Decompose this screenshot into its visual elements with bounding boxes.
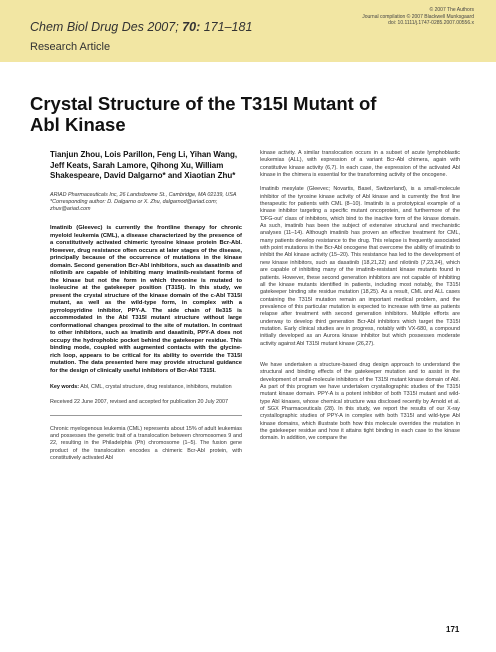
- copyright-line: © 2007 The Authors: [429, 7, 474, 13]
- journal-reference: [30, 20, 252, 34]
- received-dates: Received 22 June 2007, revised and accepted for publication 20 July 2007: [50, 399, 229, 406]
- abstract: Imatinib (Gleevec) is currently the frontline therapy for chronic myeloid leukemia (CML), a disease characterized by the presence of a constitutively activated chimeric tyrosine kinase protein Bcr-Abl. However, drug resistance often occurs at later stages of the disease, principally because of the occurrence of mutations in the kinase domain. Second generation Bcr-Abl inhibitors, such as dasatinib and nilotinib are capable of inhibiting many imatinib-resistant forms of the kinase but not the form in which threonine is mutated to isoleucine at the gatekeeper position (T315I). In this study, we present the crystal structure of the kinase domain of the c-Abl T315I mutant, as well as the wild-type form, in complex with a pyrrolopyridine inhibitor, PPY-A. The side chain of Ile315 is accommodated in the Abl T315I mutant structure without large conformational changes proximal to the site of mutation. In contrast to other inhibitors, such as imatinib and dasatinib, PPY-A does not occupy the hydrophobic pocket behind the gatekeeper residue. This binding mode, coupled with augmented contacts with the glycine-rich loop, appears to be critical for its ability to override the T315I mutation. The data presented here may provide structural guidance for the design of clinically useful inhibitors of Bcr-Abl T315I.: [50, 225, 242, 374]
- body-paragraph: kinase activity. A similar translocation occurs in a subset of acute lymphoblastic leukemias (ALL), with expression of a variant Bcr-Abl chimera, again with constitutive kinase activity (6,7). In each case, the expression of the activated Abl kinase in the chimera is essential for the transforming activity of the oncogene.: [260, 150, 460, 179]
- affiliation: ARIAD Pharmaceuticals Inc, 26 Landsdowne St., Cambridge, MA 02139, USA: [50, 191, 237, 198]
- intro-paragraph: Chronic myelogenous leukemia (CML) represents about 15% of adult leukemias and possesses the genetic trait of a translocation between chromosomes 9 and 22, resulting in the Philadelphia (Ph) chromosome (1–5). The fusion gene product of the translocation encodes a chimeric Bcr-Abl protein, with constitutively activated Abl: [50, 425, 242, 461]
- section-divider: [50, 415, 242, 416]
- copyright-line: Journal compilation © 2007 Blackwell Munksgaard: [362, 13, 474, 20]
- keywords-label: Key words:: [50, 384, 80, 391]
- journal-name: Chem Biol Drug Des 2007;: [30, 20, 179, 34]
- keywords: [50, 384, 242, 391]
- left-column: [50, 150, 242, 462]
- corresponding-author: *Corresponding author: D. Dalgarno or X. Zhu, dalgarnod@ariad.com; zhux@ariad.com: [50, 198, 218, 212]
- article-title: Crystal Structure of the T315I Mutant of Abl Kinase: [30, 93, 377, 135]
- affiliation-block: [50, 192, 242, 214]
- doi-line: doi: 10.1111/j.1747-0285.2007.00556.x: [388, 20, 474, 27]
- journal-pages: 171–181: [203, 20, 253, 34]
- author-list: Tianjun Zhou, Lois Parillon, Feng Li, Yihan Wang, Jeff Keats, Sarah Lamore, Qihong Xu, William Shakespeare, David Dalgarno* and Xiaotian Zhu*: [50, 150, 238, 180]
- body-paragraph: Imatinib mesylate (Gleevec; Novartis, Basel, Switzerland), is a small-molecule inhibitor of the tyrosine kinase activity of Abl kinase and is currently the first line therapeutic for patients with CML (8–10). Imatinib is a prototypical example of a kinase inhibitor targeting a specific mutant oncoprotein, and furthermore of the 'DFG-out' class of inhibitors, which bind to the inactive form of the kinase domain. As such, imatinib has been the subject of extensive structural and mechanistic analyses (11–14). Although imatinib has proven an effective treatment for CML, many patients develop resistance to the drug. This relapse is frequently associated with point mutations in the Bcr-Abl oncogene that overcome the ability of imatinib to inhibit the Abl kinase activity (15–20). This resistance has led to the development of new kinase inhibitors, such as dasatinib (18,21,22) and nilotinib (7,23,24), which are capable of inhibiting many of the imatinib-resistant kinase mutants found in patients. However, these second generation inhibitors are not capable of inhibiting all the kinase mutants identified in patients, including most notably, the T315I gatekeeper binding site residue mutation (18,25). As a result, CML and ALL cases containing the T315I mutation remain an important medical problem, and the prevalence of this particular mutation is expected to increase with time as patients relapse after treatment with second generation inhibitors. Multiple efforts are underway to develop third generation Bcr-Abl inhibitors which target the T315I mutation. Early clinical studies are in progress, notably with VX-680, a compound initially developed as an Aurora kinase inhibitor but which possesses moderate activity against Abl T315I mutant kinase (26,27).: [260, 186, 460, 347]
- keywords-list: Abl, CML, crystal structure, drug resistance, inhibitors, mutation: [80, 384, 232, 391]
- journal-volume: 70:: [182, 20, 201, 34]
- article-type: Research Article: [30, 41, 111, 53]
- copyright-block: [362, 7, 474, 27]
- page-number: 171: [446, 625, 460, 634]
- right-column: [260, 150, 460, 443]
- body-paragraph: We have undertaken a structure-based drug design approach to understand the structural and binding effects of the gatekeeper mutation and to assist in the development of small-molecule inhibitors of the T315I mutant kinase domain of Abl. As part of this program we have undertaken crystallographic studies of the T315I mutant kinase domain. PPY-A is a potent inhibitor of both T315I mutant and wild-type Abl kinases, whose chemical structure was disclosed recently by Arnold et al. of SGX Pharmaceuticals (28). In this study, we report the results of our X-ray crystallographic studies of PPY-A in complex with both T315I and wild-type Abl kinase domains, which illustrate both how this molecule overrides the mutation in the gatekeeper residue and how it attains tight binding in each case to the kinase domain. In addition, we compare the: [260, 361, 460, 442]
